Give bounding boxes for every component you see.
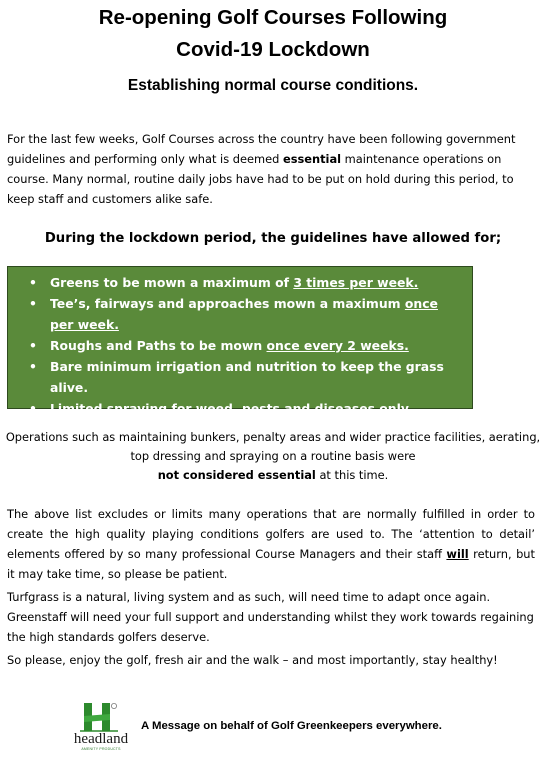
logo-wordmark: headland — [73, 731, 129, 747]
guideline-text: Limited spraying for weed, pests and diseases only. — [50, 401, 413, 416]
intro-text-after: maintenance operations on course. Many normal, routine daily jobs have had to be put on hold during this period, to keep staff and customers alike safe. — [7, 152, 514, 206]
paragraph2-text-after: return, but it may take time, so please be patient. — [7, 547, 535, 581]
guideline-item — [26, 272, 464, 293]
intro-bold-essential: essential — [282, 152, 342, 166]
guideline-text: Roughs and Paths to be mown — [50, 338, 267, 353]
document-title — [0, 2, 546, 66]
bullet-icon: • — [29, 296, 37, 311]
guideline-item — [26, 293, 464, 335]
guideline-text: Greens to be mown a maximum of — [50, 275, 294, 290]
bullet-icon: • — [29, 338, 37, 353]
guideline-item — [26, 335, 464, 356]
lockdown-heading: During the lockdown period, the guidelines have allowed for; — [44, 231, 502, 246]
turfgrass-paragraph: Turfgrass is a natural, living system and as such, will need time to adapt once again. Greenstaff will need your full support and understanding whilst they work towards regaining the high standards golfers deserve. — [7, 590, 534, 644]
operations-bold: not considered essential — [157, 468, 316, 482]
headland-logo — [70, 700, 132, 752]
operations-paragraph — [0, 428, 546, 485]
intro-paragraph — [7, 129, 535, 209]
paragraph2-text: The above list excludes or limits many operations that are normally fulfilled in order to create the high quality playing conditions golfers are used to. The ‘attention to detail’ elements offered by so many professional Course Managers and their staff — [7, 507, 535, 561]
closing-paragraph: So please, enjoy the golf, fresh air and the walk – and most importantly, stay healthy! — [7, 653, 498, 667]
bullet-icon: • — [29, 359, 37, 374]
guideline-emphasis: 3 times per week. — [293, 275, 419, 290]
intro-text: For the last few weeks, Golf Courses across the country have been following government guidelines and performing only what is deemed — [7, 132, 516, 166]
title-line-2: Covid-19 Lockdown — [176, 38, 370, 61]
operations-after: at this time. — [315, 468, 389, 482]
headland-logo-icon — [70, 700, 132, 734]
bullet-icon: • — [29, 401, 37, 416]
guideline-emphasis: once every 2 weeks. — [266, 338, 409, 353]
guideline-emphasis: once per week. — [50, 296, 438, 332]
guideline-text: Bare minimum irrigation and nutrition to keep the grass alive. — [50, 359, 444, 395]
bullet-icon: • — [29, 275, 37, 290]
footer-message: A Message on behalf of Golf Greenkeepers everywhere. — [141, 720, 442, 732]
list-excludes-paragraph — [7, 504, 535, 584]
guideline-text: Tee’s, fairways and approaches mown a maximum — [50, 296, 405, 311]
guideline-item — [26, 356, 464, 398]
title-line-1: Re-opening Golf Courses Following — [98, 6, 448, 29]
paragraph2-will: will — [446, 547, 469, 561]
guidelines-box — [7, 266, 473, 416]
logo-tagline: AMENITY PRODUCTS — [81, 747, 121, 751]
guidelines-list — [26, 272, 464, 419]
operations-text: Operations such as maintaining bunkers, penalty areas and wider practice facilities, aerating, top dressing and spraying on a routine basis were — [5, 430, 541, 463]
document-subtitle: Establishing normal course conditions. — [127, 77, 419, 94]
guideline-item — [26, 398, 464, 419]
